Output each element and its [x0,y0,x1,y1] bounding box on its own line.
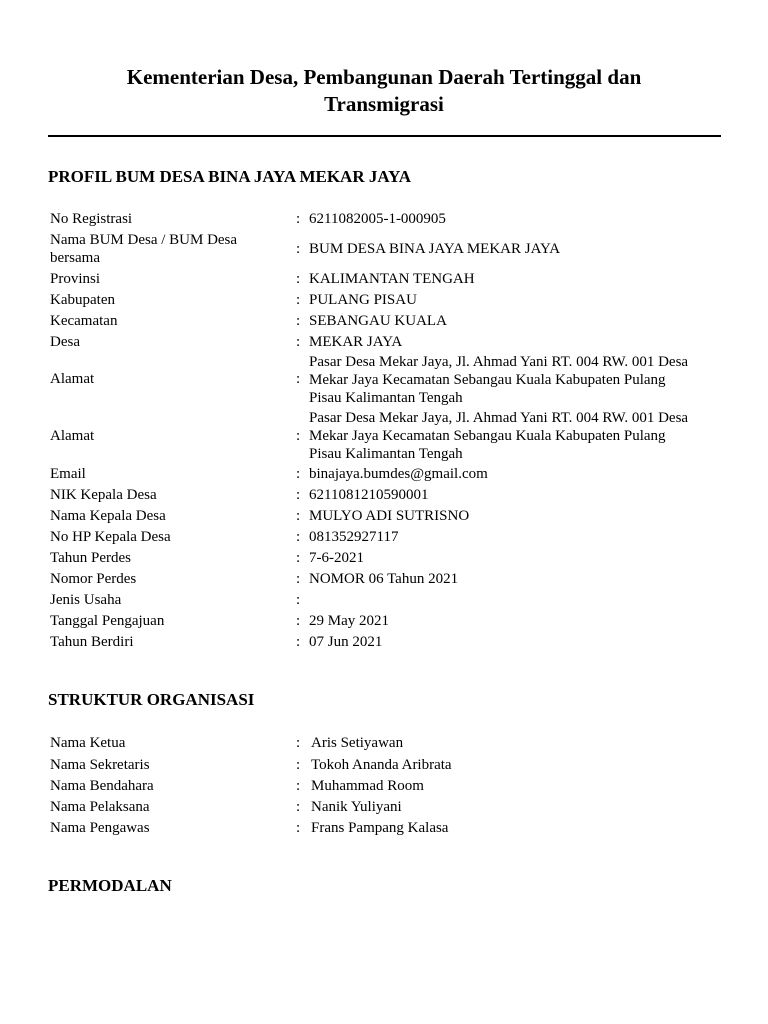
field-separator: : [296,571,301,587]
profil-row-alamat [50,409,722,463]
field-value: MULYO ADI SUTRISNO [309,508,470,524]
field-value-line-3: Pisau Kalimantan Tengah [309,446,463,462]
field-separator: : [296,241,301,257]
field-label: Provinsi [50,271,101,287]
field-separator: : [296,757,301,773]
field-separator: : [296,428,301,444]
field-value [309,409,722,463]
field-value: NOMOR 06 Tahun 2021 [309,571,459,587]
struktur-heading: STRUKTUR ORGANISASI [48,690,255,709]
field-label: Jenis Usaha [50,592,122,608]
field-label-line-2: bersama [50,250,100,266]
field-label: Tanggal Pengajuan [50,613,165,629]
field-value-line-1: Pasar Desa Mekar Jaya, Jl. Ahmad Yani RT. 004 RW. 001 Desa [309,410,689,426]
field-value: SEBANGAU KUALA [309,313,447,329]
title-line-2: Transmigrasi [324,92,444,116]
field-label: Alamat [50,371,95,387]
field-value: Aris Setiyawan [311,735,404,751]
field-label: Nama Sekretaris [50,757,150,773]
field-value-line-2: Mekar Jaya Kecamatan Sebangau Kuala Kabupaten Pulang [309,428,666,444]
field-separator: : [296,313,301,329]
field-value: 7-6-2021 [309,550,364,566]
field-separator: : [296,550,301,566]
field-label: Desa [50,334,80,350]
field-separator: : [296,735,301,751]
field-value: 081352927117 [309,529,399,545]
field-value: BUM DESA BINA JAYA MEKAR JAYA [309,241,561,257]
field-label: Nama Ketua [50,735,126,751]
field-label: Nama Bendahara [50,778,154,794]
field-separator: : [296,371,301,387]
field-label: Nama Kepala Desa [50,508,166,524]
field-separator: : [296,271,301,287]
field-label-line-1: Nama BUM Desa / BUM Desa [50,232,238,248]
field-separator: : [296,799,301,815]
profil-row-alamat [50,353,722,407]
field-separator: : [296,778,301,794]
field-separator: : [296,820,301,836]
field-label: Email [50,466,86,482]
field-label: Kabupaten [50,292,115,308]
field-label: NIK Kepala Desa [50,487,157,503]
field-separator: : [296,292,301,308]
field-label: Alamat [50,428,95,444]
field-value: 29 May 2021 [309,613,389,629]
field-separator: : [296,487,301,503]
field-label: Tahun Perdes [50,550,132,566]
field-value: Frans Pampang Kalasa [311,820,449,836]
profil-row-nama-bum-desa [50,231,722,267]
profil-heading: PROFIL BUM DESA BINA JAYA MEKAR JAYA [48,167,412,186]
title-line-1: Kementerian Desa, Pembangunan Daerah Tertinggal dan [126,65,642,89]
field-value: PULANG PISAU [309,292,417,308]
field-label: No HP Kepala Desa [50,529,171,545]
field-value: KALIMANTAN TENGAH [309,271,475,287]
field-label: Tahun Berdiri [50,634,134,650]
title-divider [48,135,721,137]
field-value-line-2: Mekar Jaya Kecamatan Sebangau Kuala Kabupaten Pulang [309,372,666,388]
permodalan-heading: PERMODALAN [48,876,172,895]
field-label: Nama Pelaksana [50,799,150,815]
field-value: MEKAR JAYA [309,334,403,350]
field-label: No Registrasi [50,211,133,227]
field-separator: : [296,613,301,629]
field-separator: : [296,529,301,545]
field-label: Nomor Perdes [50,571,137,587]
field-value: 07 Jun 2021 [309,634,383,650]
field-value-line-1: Pasar Desa Mekar Jaya, Jl. Ahmad Yani RT. 004 RW. 001 Desa [309,354,689,370]
field-value: Tokoh Ananda Aribrata [311,757,452,773]
field-value: Muhammad Room [311,778,424,794]
field-value: binajaya.bumdes@gmail.com [309,466,488,482]
field-value-line-3: Pisau Kalimantan Tengah [309,390,463,406]
field-value [309,353,722,407]
field-label [50,231,290,267]
field-value: Nanik Yuliyani [311,799,402,815]
field-label: Nama Pengawas [50,820,150,836]
field-separator: : [296,634,301,650]
field-separator: : [296,508,301,524]
field-value: 6211081210590001 [309,487,429,503]
field-value: 6211082005-1-000905 [309,211,446,227]
field-separator: : [296,211,301,227]
document-title [48,64,720,118]
field-separator: : [296,334,301,350]
field-separator: : [296,466,301,482]
field-label: Kecamatan [50,313,118,329]
field-separator: : [296,592,301,608]
